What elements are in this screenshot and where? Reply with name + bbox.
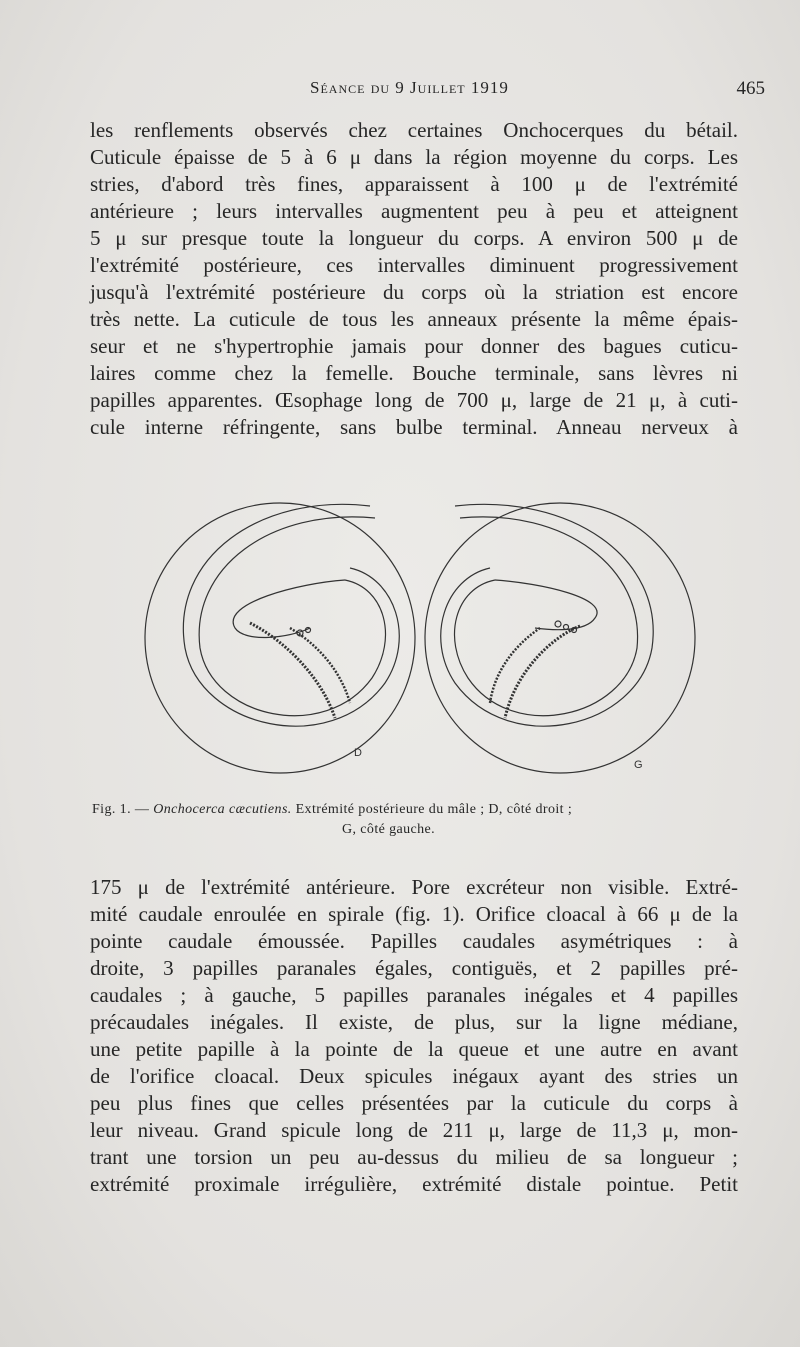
figure-illustration xyxy=(140,488,700,778)
text-line: l'extrémité postérieure, ces intervalles diminuent progressivement xyxy=(90,253,738,277)
text-line: Cuticule épaisse de 5 à 6 μ dans la région moyenne du corps. Les xyxy=(90,145,738,169)
left-outer-circle xyxy=(145,503,415,773)
text-line: caudales ; à gauche, 5 papilles paranales inégales et 4 papilles xyxy=(90,983,738,1007)
right-spicule xyxy=(505,626,580,718)
right-spiral-inner xyxy=(455,517,638,716)
text-line: papilles apparentes. Œsophage long de 700 μ, large de 21 μ, à cuti- xyxy=(90,388,738,412)
text-line: mité caudale enroulée en spirale (fig. 1). Orifice cloacal à 66 μ de la xyxy=(90,902,738,926)
text-line: extrémité proximale irrégulière, extrémité distale pointue. Petit xyxy=(90,1172,738,1196)
text-line: laires comme chez la femelle. Bouche terminale, sans lèvres ni xyxy=(90,361,738,385)
left-spiral-tail xyxy=(233,580,345,637)
page-number: 465 xyxy=(736,78,765,99)
text-line: antérieure ; leurs intervalles augmentent peu à peu et atteignent xyxy=(90,199,738,223)
figure-label-left: G xyxy=(634,759,643,771)
text-line: les renflements observés chez certaines Onchocerques du bétail. xyxy=(90,118,738,142)
paragraph-top xyxy=(90,117,738,441)
left-spicule-2 xyxy=(290,628,350,703)
text-line: de l'orifice cloacal. Deux spicules inégaux ayant des stries un xyxy=(90,1064,738,1088)
text-line: 175 μ de l'extrémité antérieure. Pore excréteur non visible. Extré- xyxy=(90,875,738,899)
text-line: très nette. La cuticule de tous les anneaux présente la même épais- xyxy=(90,307,738,331)
left-spiral-inner xyxy=(199,517,385,716)
text-line: seur et ne s'hypertrophie jamais pour donner des bagues cuticu- xyxy=(90,334,738,358)
page-header xyxy=(90,78,765,108)
text-line: pointe caudale émoussée. Papilles caudales asymétriques : à xyxy=(90,929,738,953)
caption-prefix: Fig. 1. — xyxy=(92,802,150,817)
text-line: peu plus fines que celles présentées par la cuticule du corps à xyxy=(90,1091,738,1115)
right-outer-circle xyxy=(425,503,695,773)
figure-caption xyxy=(92,800,732,840)
running-head: Séance du 9 Juillet 1919 xyxy=(310,78,509,97)
right-spiral-tail xyxy=(495,580,597,630)
right-spiral-outer xyxy=(441,504,653,726)
figure-spiral-tails xyxy=(140,488,700,778)
text-line: 5 μ sur presque toute la longueur du corps. A environ 500 μ de xyxy=(90,226,738,250)
text-line: précaudales inégales. Il existe, de plus, sur la ligne médiane, xyxy=(90,1010,738,1034)
text-line: trant une torsion un peu au-dessus du milieu de sa longueur ; xyxy=(90,1145,738,1169)
caption-species: Onchocerca cæcutiens. xyxy=(153,802,292,817)
text-line: une petite papille à la pointe de la queue et une autre en avant xyxy=(90,1037,738,1061)
text-line: stries, d'abord très fines, apparaissent à 100 μ de l'extrémité xyxy=(90,172,738,196)
text-line: leur niveau. Grand spicule long de 211 μ, large de 11,3 μ, mon- xyxy=(90,1118,738,1142)
caption-text-1: Extrémité postérieure du mâle ; D, côté droit ; xyxy=(295,802,573,817)
text-line: droite, 3 papilles paranales égales, contiguës, et 2 papilles pré- xyxy=(90,956,738,980)
caption-text-2: G, côté gauche. xyxy=(342,822,436,837)
left-spiral-outer xyxy=(183,504,399,726)
text-line: cule interne réfringente, sans bulbe terminal. Anneau nerveux à xyxy=(90,415,738,439)
figure-label-right: D xyxy=(354,747,362,759)
text-line: jusqu'à l'extrémité postérieure du corps où la striation est encore xyxy=(90,280,738,304)
paragraph-bottom xyxy=(90,874,738,1198)
